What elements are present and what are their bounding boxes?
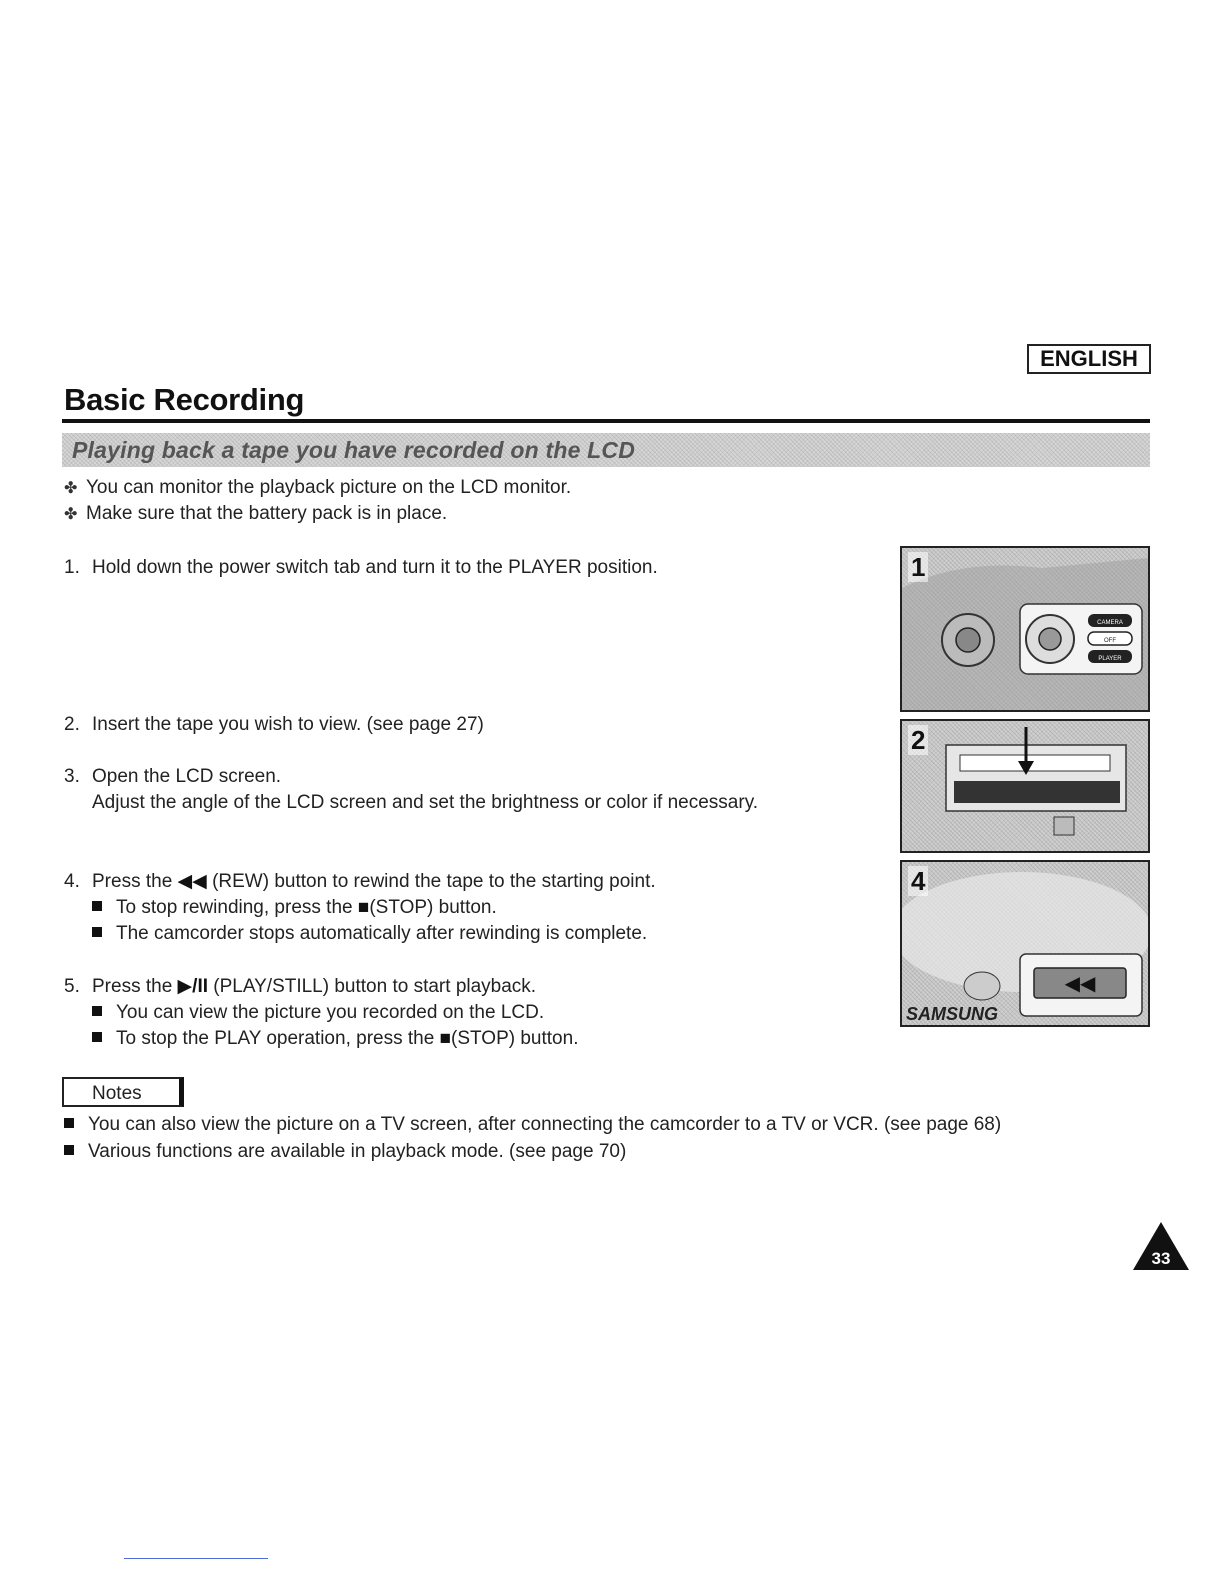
step-3-detail: Adjust the angle of the LCD screen and set the brightness or color if necessary. — [92, 792, 759, 813]
figure-insert-tape — [900, 719, 1150, 853]
cassette-compartment-illustration — [902, 721, 1148, 851]
intro-item: ✤ You can monitor the playback picture on the LCD monitor. — [64, 476, 571, 501]
figure-rewind-button — [900, 860, 1150, 1027]
figure-power-switch — [900, 546, 1150, 712]
footer-rule — [124, 1558, 268, 1559]
step-5: 5. Press the ▶/II (PLAY/STILL) button to start playback. — [64, 976, 537, 997]
step-5-bullet: You can view the picture you recorded on the LCD. — [92, 1001, 544, 1025]
language-tag: ENGLISH — [1027, 344, 1151, 374]
rewind-button-icon: ◀◀ — [1064, 971, 1096, 995]
step-4-bullet: To stop rewinding, press the ■(STOP) button. — [92, 896, 497, 920]
clover-bullet-icon: ✤ — [64, 480, 78, 497]
stop-icon: ■ — [357, 897, 370, 918]
step-1: 1. Hold down the power switch tab and turn it to the PLAYER position. — [64, 557, 658, 578]
figure-label: 4 — [908, 866, 928, 896]
square-bullet-icon — [64, 1145, 74, 1155]
step-3: 3. Open the LCD screen. — [64, 766, 282, 787]
figure-label: 2 — [908, 725, 928, 755]
square-bullet-icon — [92, 927, 102, 937]
dial-label-camera: CAMERA — [1097, 620, 1123, 626]
figure-label: 1 — [908, 552, 928, 582]
play-still-icon: ▶/II — [177, 976, 208, 997]
camcorder-top-illustration — [902, 862, 1148, 1025]
intro-item: ✤ Make sure that the battery pack is in place. — [64, 502, 447, 527]
page-number: 33 — [1151, 1249, 1171, 1268]
step-5-bullet: To stop the PLAY operation, press the ■(STOP) button. — [92, 1027, 578, 1051]
page-number-badge — [1131, 1220, 1191, 1272]
clover-bullet-icon: ✤ — [64, 506, 78, 523]
step-4-bullet: The camcorder stops automatically after rewinding is complete. — [92, 922, 647, 946]
square-bullet-icon — [92, 901, 102, 911]
note-item: Various functions are available in playback mode. (see page 70) — [64, 1140, 626, 1164]
square-bullet-icon — [64, 1118, 74, 1128]
step-2: 2. Insert the tape you wish to view. (see page 27) — [64, 714, 484, 735]
step-4: 4. Press the ◀◀ (REW) button to rewind the tape to the starting point. — [64, 871, 656, 892]
subtitle-bar — [62, 433, 1150, 467]
title-divider — [62, 419, 1150, 423]
dial-label-player: PLAYER — [1098, 656, 1122, 662]
square-bullet-icon — [92, 1006, 102, 1016]
brand-text: SAMSUNG — [906, 1004, 999, 1024]
note-item: You can also view the picture on a TV screen, after connecting the camcorder to a TV or VCR. (see page 68) — [64, 1113, 1001, 1137]
rewind-icon: ◀◀ — [177, 871, 207, 892]
notes-label: Notes — [62, 1077, 184, 1107]
camcorder-side-illustration — [902, 548, 1148, 710]
section-title: Basic Recording — [64, 382, 305, 417]
dial-label-off: OFF — [1104, 638, 1116, 644]
stop-icon: ■ — [439, 1028, 452, 1049]
square-bullet-icon — [92, 1032, 102, 1042]
subtitle-text: Playing back a tape you have recorded on the LCD — [72, 437, 636, 463]
